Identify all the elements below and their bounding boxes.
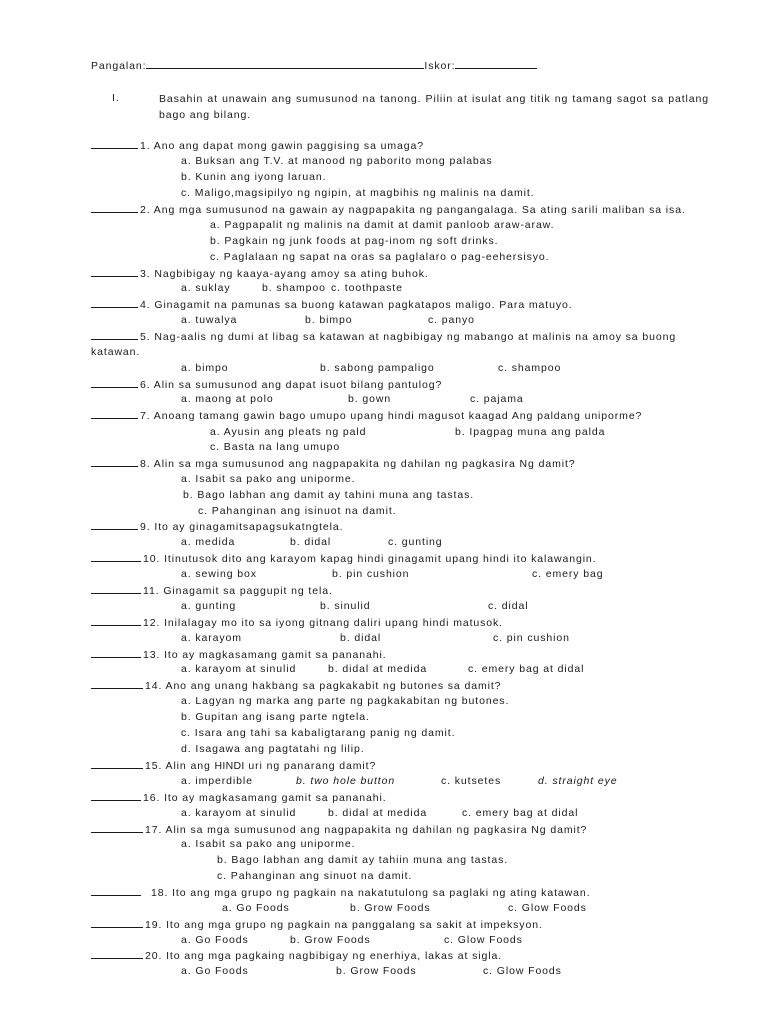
option: c. Pahanginan ang sinuot na damit. — [217, 870, 413, 882]
option: c. Basta na lang umupo — [210, 441, 341, 453]
option: b. Grow Foods — [290, 934, 371, 946]
question-text: 19. Ito ang mga grupo ng pagkain na panggalang sa sakit at impeksyon. — [145, 919, 543, 931]
answer-blank-7[interactable] — [91, 408, 138, 419]
question-text: 13. Ito ay magkasamang gamit sa pananahi. — [143, 649, 387, 661]
answer-blank-19[interactable] — [91, 917, 143, 928]
question-19 — [91, 917, 543, 932]
question-16 — [91, 790, 387, 805]
question-10 — [91, 551, 596, 566]
option: b. didal at medida — [328, 807, 428, 819]
option: b. Bago labhan ang damit ay tahiin muna ang tastas. — [217, 854, 509, 866]
header-row — [91, 58, 537, 73]
question-text: 6. Alin sa sumusunod ang dapat isuot bilang pantulog? — [140, 379, 443, 391]
option: a. karayom — [181, 632, 242, 644]
question-continuation: katawan. — [91, 346, 141, 358]
option: a. bimpo — [181, 362, 229, 374]
question-14 — [91, 678, 501, 693]
question-text: 14. Ano ang unang hakbang sa pagkakabit ng butones sa damit? — [145, 680, 502, 692]
answer-blank-12[interactable] — [91, 615, 141, 626]
question-6 — [91, 377, 442, 392]
question-9 — [91, 519, 343, 534]
section-numeral: I. — [112, 92, 120, 104]
option: b. Gupitan ang isang parte ngtela. — [181, 711, 370, 723]
score-label: Iskor: — [424, 60, 456, 72]
option: a. suklay — [181, 282, 231, 294]
option: a. Go Foods — [181, 965, 249, 977]
option: a. gunting — [181, 600, 237, 612]
option: c. emery bag at didal — [468, 663, 585, 675]
answer-blank-5[interactable] — [91, 329, 138, 340]
answer-blank-6[interactable] — [91, 377, 138, 388]
option: a. maong at polo — [181, 393, 274, 405]
option: b. Ipagpag muna ang palda — [455, 426, 606, 438]
option: a. medida — [181, 536, 236, 548]
option: c. gunting — [388, 536, 443, 548]
answer-blank-8[interactable] — [91, 456, 138, 467]
option: b. Pagkain ng junk foods at pag-inom ng soft drinks. — [210, 235, 499, 247]
question-4 — [91, 297, 573, 312]
question-text: 10. Itinutusok dito ang karayom kapag hindi ginagamit upang hindi ito kalawangin. — [143, 553, 597, 565]
option: c. kutsetes — [441, 775, 502, 787]
question-text: 2. Ang mga sumusunod na gawain ay nagpapakita ng pangangalaga. Sa ating sarili maliban sa isa. — [140, 204, 686, 216]
option: a. karayom at sinulid — [181, 807, 297, 819]
question-18 — [91, 885, 590, 900]
answer-blank-2[interactable] — [91, 202, 138, 213]
option: a. Isabit sa pako ang uniporme. — [181, 838, 356, 850]
option: c. Glow Foods — [483, 965, 562, 977]
option: c. emery bag — [532, 568, 604, 580]
answer-blank-3[interactable] — [91, 266, 138, 277]
name-label: Pangalan: — [91, 60, 147, 72]
option: c. Glow Foods — [508, 902, 587, 914]
option: c. didal — [488, 600, 529, 612]
option: a. imperdible — [181, 775, 253, 787]
option: a. Ayusin ang pleats ng pald — [210, 426, 367, 438]
option: c. toothpaste — [331, 282, 403, 294]
option: a. Isabit sa pako ang uniporme. — [181, 473, 356, 485]
option: b. Bago labhan ang damit ay tahini muna ang tastas. — [183, 489, 475, 501]
question-text: 5. Nag-aalis ng dumi at libag sa katawan at nagbibigay ng mabango at malinis na amoy sa buong — [140, 331, 677, 343]
option: b. didal — [340, 632, 382, 644]
option: a. karayom at sinulid — [181, 663, 297, 675]
option: c. panyo — [428, 314, 475, 326]
option: c. Maligo,magsipilyo ng ngipin, at magbihis ng malinis na damit. — [181, 187, 535, 199]
option: c. pin cushion — [493, 632, 570, 644]
question-20 — [91, 948, 502, 963]
question-text: 18. Ito ang mga grupo ng pagkain na nakatutulong sa paglaki ng ating katawan. — [151, 887, 591, 899]
answer-blank-13[interactable] — [91, 647, 141, 658]
question-12 — [91, 615, 503, 630]
question-7 — [91, 408, 642, 423]
question-1 — [91, 138, 424, 153]
option: b. sabong pampaligo — [320, 362, 435, 374]
option: b. sinulid — [320, 600, 371, 612]
option: b. two hole button — [296, 775, 396, 787]
question-text: 1. Ano ang dapat mong gawin paggising sa umaga? — [140, 140, 424, 152]
option: c. emery bag at didal — [462, 807, 579, 819]
answer-blank-14[interactable] — [91, 678, 143, 689]
question-text: 16. Ito ay magkasamang gamit sa pananahi. — [143, 792, 387, 804]
answer-blank-18[interactable] — [91, 885, 141, 896]
question-text: uri ng panarang damit? — [244, 760, 377, 772]
question-5 — [91, 329, 676, 344]
option: b. Grow Foods — [350, 902, 431, 914]
option: b. didal at medida — [328, 663, 428, 675]
question-text: 3. Nagbibigay ng kaaya-ayang amoy sa ating buhok. — [140, 268, 429, 280]
question-text: 17. Alin sa mga sumusunod ang nagpapakita ng dahilan ng pagkasira Ng damit? — [145, 824, 588, 836]
option: d. straight eye — [538, 775, 618, 787]
option: c. Glow Foods — [444, 934, 523, 946]
answer-blank-4[interactable] — [91, 297, 138, 308]
option: d. Isagawa ang pagtatahi ng lilip. — [181, 743, 365, 755]
score-blank[interactable] — [455, 58, 537, 69]
option: b. gown — [348, 393, 392, 405]
question-emphasis: HINDI — [214, 760, 245, 772]
option: c. Isara ang tahi sa kabaligtarang panig ng damit. — [181, 727, 456, 739]
question-2 — [91, 202, 686, 217]
question-11 — [91, 583, 333, 598]
question-15 — [91, 758, 376, 773]
question-text: 9. Ito ay ginagamitsapagsukatngtela. — [140, 521, 344, 533]
option: a. Lagyan ng marka ang parte ng pagkakabitan ng butones. — [181, 695, 510, 707]
answer-blank-20[interactable] — [91, 948, 143, 959]
option: a. sewing box — [181, 568, 257, 580]
option: b. Grow Foods — [336, 965, 417, 977]
question-text: 8. Alin sa mga sumusunod ang nagpapakita ng dahilan ng pagkasira Ng damit? — [140, 458, 576, 470]
option: b. shampoo — [262, 282, 326, 294]
option: a. Go Foods — [222, 902, 290, 914]
option: c. pajama — [470, 393, 524, 405]
question-3 — [91, 266, 429, 281]
option: a. Pagpapalit ng malinis na damit at damit panloob araw-araw. — [210, 219, 555, 231]
option: a. Buksan ang T.V. at manood ng paborito mong palabas — [181, 155, 493, 167]
answer-blank-11[interactable] — [91, 583, 141, 594]
question-17 — [91, 822, 587, 837]
question-text: 20. Ito ang mga pagkaing nagbibigay ng enerhiya, lakas at sigla. — [145, 950, 503, 962]
name-blank[interactable] — [146, 58, 424, 69]
option: b. bimpo — [305, 314, 353, 326]
question-13 — [91, 647, 387, 662]
answer-blank-17[interactable] — [91, 822, 143, 833]
answer-blank-10[interactable] — [91, 551, 141, 562]
answer-blank-9[interactable] — [91, 519, 138, 530]
option: a. Go Foods — [181, 934, 249, 946]
question-text: 11. Ginagamit sa paggupit ng tela. — [143, 585, 333, 597]
answer-blank-16[interactable] — [91, 790, 141, 801]
question-text: 7. Anoang tamang gawin bago umupo upang hindi magusot kaagad Ang paldang uniporme? — [140, 410, 643, 422]
answer-blank-15[interactable] — [91, 758, 143, 769]
option: c. Pahanginan ang isinuot na damit. — [198, 505, 397, 517]
option: b. Kunin ang iyong laruan. — [181, 171, 327, 183]
question-text: 12. Inilalagay mo ito sa iyong gitnang daliri upang hindi matusok. — [143, 617, 504, 629]
question-text: 4. Ginagamit na pamunas sa buong katawan pagkatapos maligo. Para matuyo. — [140, 299, 573, 311]
option: b. didal — [290, 536, 332, 548]
answer-blank-1[interactable] — [91, 138, 138, 149]
question-8 — [91, 456, 576, 471]
option: c. shampoo — [498, 362, 562, 374]
section-instructions: Basahin at unawain ang sumusunod na tanong. Piliin at isulat ang titik ng tamang sagot sa patlang bago ang bilang. — [159, 93, 709, 121]
option: a. tuwalya — [181, 314, 238, 326]
option: b. pin cushion — [332, 568, 410, 580]
option: c. Paglalaan ng sapat na oras sa paglalaro o pag-eehersisyo. — [210, 251, 550, 263]
question-text: 15. Alin ang — [145, 760, 215, 772]
